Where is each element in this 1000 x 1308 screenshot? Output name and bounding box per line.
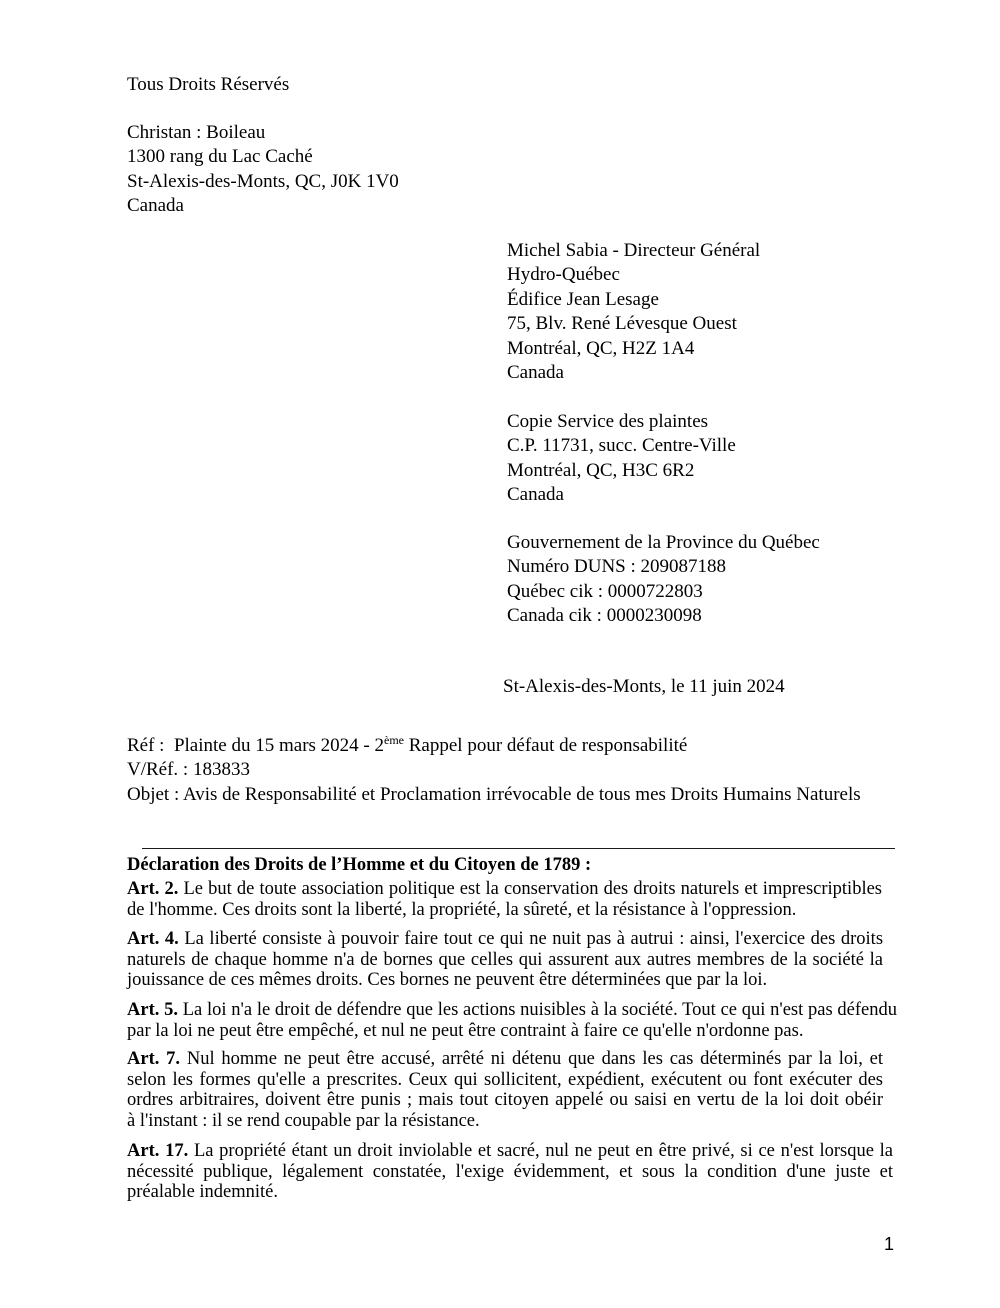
article-5-line-2: par la loi ne peut être empêché, et nul ne peut être contraint à faire ce qu'elle n'ordonne pas.: [127, 1020, 804, 1041]
sender-name: Christan : Boileau: [127, 122, 266, 143]
article-5-label: Art. 5.: [127, 1000, 178, 1020]
article-5-line-1: [127, 1000, 897, 1021]
article-4-label: Art. 4.: [127, 929, 179, 949]
recipient-country: Canada: [507, 362, 564, 384]
place-date-text: St-Alexis-des-Monts, le 11 juin 2024: [503, 676, 785, 697]
reference-superscript: ème: [384, 733, 404, 747]
article-17-line-1: [127, 1141, 893, 1162]
article-5-text-1: La loi n'a le droit de défendre que les actions nuisibles à la société. Tout ce qui n'est pas défendu: [182, 1000, 897, 1020]
sender-address: [127, 121, 399, 219]
recipient-address: [507, 239, 760, 385]
recipient-name: Michel Sabia - Directeur Général: [507, 240, 761, 261]
article-7: [127, 1049, 883, 1131]
copy-country: Canada: [507, 484, 564, 506]
government-quebec-cik: Québec cik : 0000722803: [507, 580, 703, 602]
article-7-line-4: à l'instant : il se rend coupable par la résistance.: [127, 1110, 480, 1131]
article-5: [127, 1000, 897, 1041]
copy-department: Copie Service des plaintes: [507, 411, 709, 432]
horizontal-divider: [142, 848, 895, 849]
article-2-text-1: Le but de toute association politique est la conservation des droits naturels et imprescriptibles: [183, 879, 882, 899]
page-number: 1: [884, 1234, 895, 1254]
rights-notice: [127, 73, 289, 97]
article-2-label: Art. 2.: [127, 879, 179, 899]
government-name: Gouvernement de la Province du Québec: [507, 532, 820, 553]
reference-end: Rappel pour défaut de responsabilité: [404, 735, 688, 756]
recipient-street: 75, Blv. René Lévesque Ouest: [507, 313, 737, 335]
your-reference: V/Réf. : 183833: [127, 759, 250, 781]
government-canada-cik: Canada cik : 0000230098: [507, 605, 702, 627]
article-4-line-1: [127, 929, 883, 950]
rights-notice-text: Tous Droits Réservés: [127, 74, 290, 95]
article-2-line-1: [127, 879, 882, 900]
article-7-line-3: ordres arbitraires, doivent être punis ; mais tout citoyen appelé ou saisi en vertu de la loi doit obéir: [127, 1090, 883, 1111]
reference-block: [127, 734, 861, 807]
article-17-label: Art. 17.: [127, 1141, 189, 1161]
article-7-line-1: [127, 1049, 883, 1070]
reference-line: [127, 734, 861, 758]
article-17-text-1: La propriété étant un droit inviolable et sacré, nul ne peut en être privé, si ce n'est lorsque la: [193, 1141, 893, 1161]
article-17-line-2: nécessité publique, légalement constatée, l'exige évidemment, et sous la condition d'une juste et: [127, 1161, 893, 1182]
article-17: [127, 1141, 893, 1203]
copy-po-box: C.P. 11731, succ. Centre-Ville: [507, 435, 736, 457]
declaration-heading: Déclaration des Droits de l’Homme et du Citoyen de 1789 :: [127, 855, 592, 875]
government-duns: Numéro DUNS : 209087188: [507, 556, 727, 578]
recipient-city: Montréal, QC, H2Z 1A4: [507, 337, 695, 359]
article-4-line-2: naturels de chaque homme n'a de bornes que celles qui assurent aux autres membres de la société la: [127, 949, 883, 970]
recipient-building: Édifice Jean Lesage: [507, 288, 659, 310]
article-2: [127, 879, 882, 920]
article-4: [127, 929, 883, 991]
article-4-text-1: La liberté consiste à pouvoir faire tout ce qui ne nuit pas à autrui : ainsi, l'exercice des droits: [184, 929, 884, 949]
place-date: [503, 675, 785, 699]
article-7-line-2: selon les formes qu'elle a prescrites. Ceux qui sollicitent, expédient, exécutent ou font exécuter des: [127, 1069, 883, 1090]
article-7-text-1: Nul homme ne peut être accusé, arrêté ni détenu que dans les cas déterminés par la loi, et: [186, 1049, 884, 1069]
copy-city: Montréal, QC, H3C 6R2: [507, 459, 695, 481]
article-17-line-3: préalable indemnité.: [127, 1182, 279, 1203]
sender-street: 1300 rang du Lac Caché: [127, 146, 313, 168]
recipient-organization: Hydro-Québec: [507, 264, 620, 286]
article-7-label: Art. 7.: [127, 1049, 181, 1069]
copy-address: [507, 410, 736, 508]
sender-city: St-Alexis-des-Monts, QC, J0K 1V0: [127, 170, 399, 192]
government-block: [507, 531, 820, 629]
sender-country: Canada: [127, 195, 184, 217]
subject-line: Objet : Avis de Responsabilité et Proclamation irrévocable de tous mes Droits Humains Naturels: [127, 783, 861, 805]
article-2-line-2: de l'homme. Ces droits sont la liberté, la propriété, la sûreté, et la résistance à l'oppression.: [127, 899, 797, 920]
article-4-line-3: jouissance de ces mêmes droits. Ces bornes ne peuvent être déterminées que par la loi.: [127, 970, 768, 991]
reference-start: Réf : Plainte du 15 mars 2024 - 2: [127, 735, 384, 756]
